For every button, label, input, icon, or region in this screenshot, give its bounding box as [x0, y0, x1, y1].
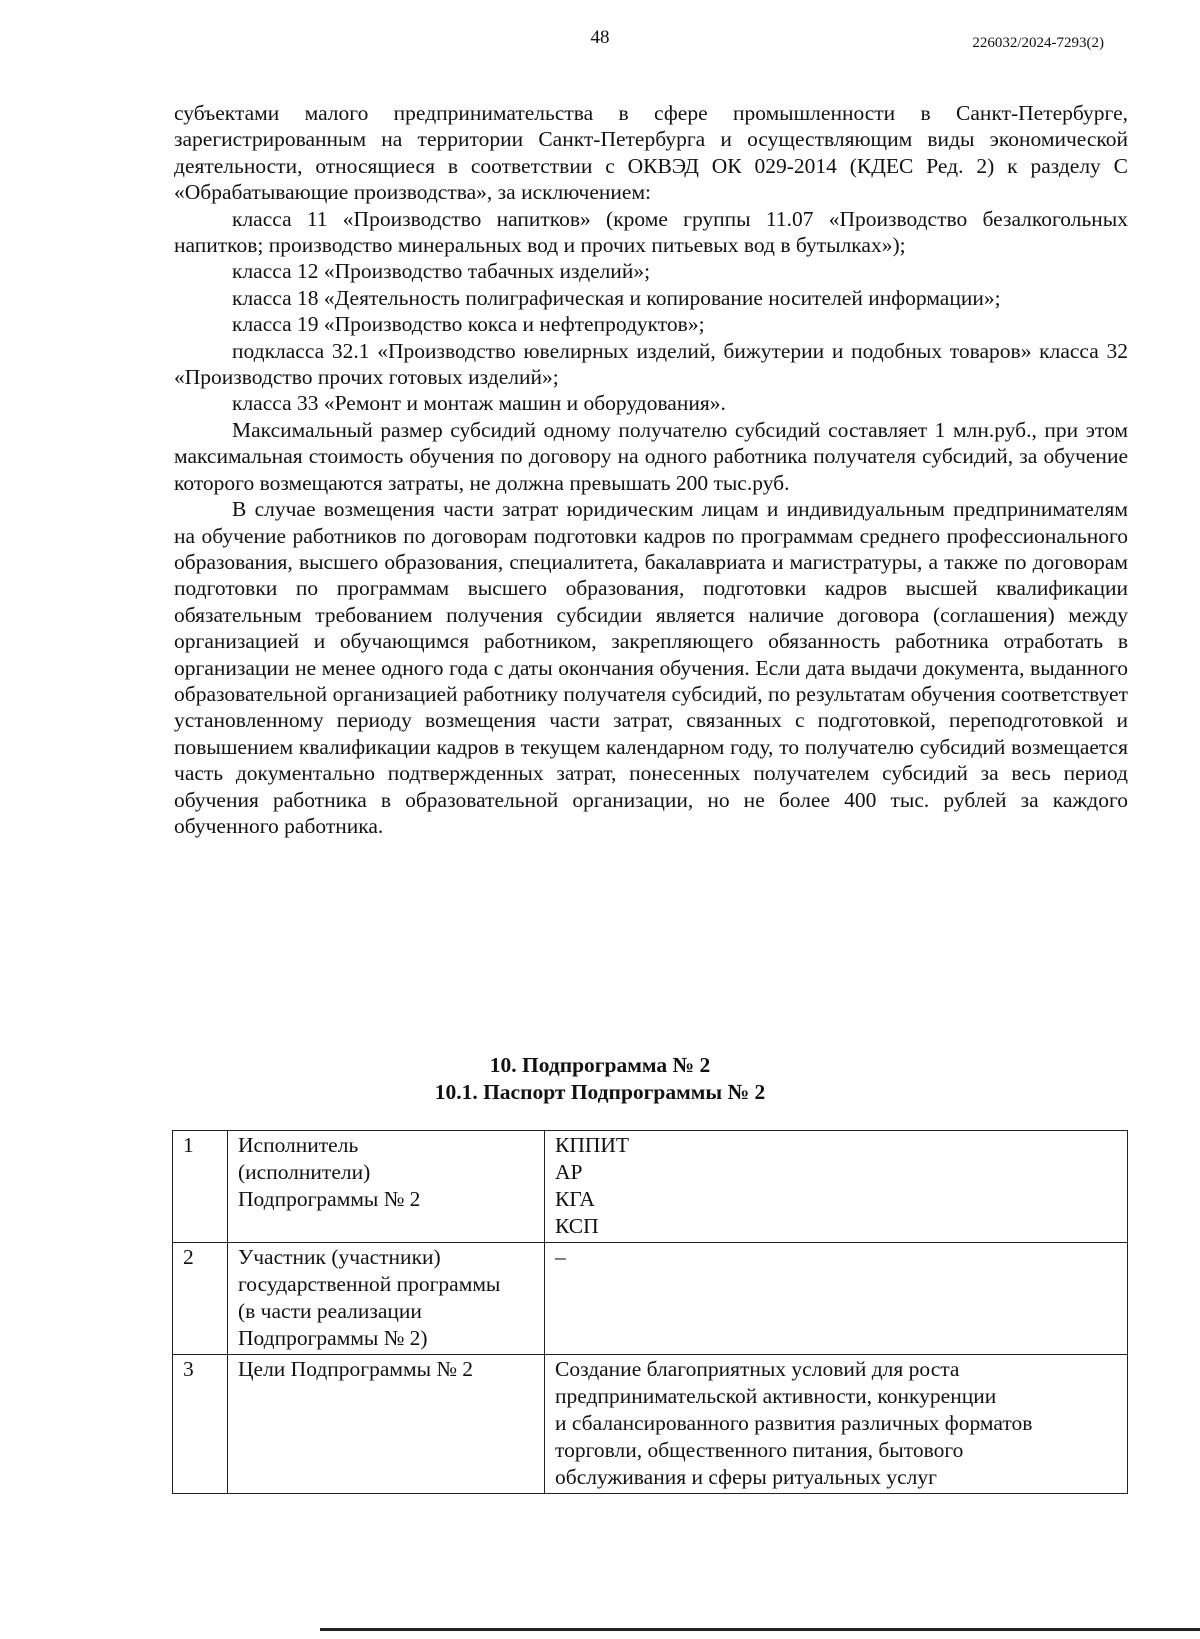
row-name-line: Подпрограммы № 2: [238, 1187, 421, 1211]
row-name: [228, 1243, 545, 1355]
row-value: [545, 1355, 1128, 1494]
row-value-line: Создание благоприятных условий для роста: [555, 1357, 960, 1381]
paragraph: класса 11 «Производство напитков» (кроме группы 11.07 «Производство безалкогольных напитков; производство минеральных вод и прочих питьевых вод в бутылках»);: [174, 206, 1128, 258]
row-name: [228, 1131, 545, 1243]
row-name-line: (в части реализации: [238, 1299, 422, 1323]
table-row: [173, 1131, 1128, 1243]
row-name-line: Подпрограммы № 2): [238, 1326, 428, 1350]
row-name-line: государственной программы: [238, 1272, 501, 1296]
row-name-line: Участник (участники): [238, 1245, 441, 1269]
row-value: [545, 1131, 1128, 1243]
row-value-line: торговли, общественного питания, бытового: [555, 1438, 964, 1462]
paragraph: подкласса 32.1 «Производство ювелирных изделий, бижутерии и подобных товаров» класса 32 «Производство прочих готовых изделий»;: [174, 338, 1128, 390]
section-subtitle: 10.1. Паспорт Подпрограммы № 2: [434, 1080, 766, 1104]
row-value-line: обслуживания и сферы ритуальных услуг: [555, 1465, 937, 1489]
table-row: [173, 1243, 1128, 1355]
document-id: 226032/2024-7293(2): [972, 35, 1104, 51]
row-value: [545, 1243, 1128, 1355]
paragraph: класса 12 «Производство табачных изделий»;: [232, 259, 651, 284]
section-heading: [0, 1052, 1200, 1106]
row-number: 1: [173, 1131, 228, 1243]
row-value-line: КСП: [555, 1214, 599, 1238]
row-value-line: и сбалансированного развития различных форматов: [555, 1411, 1033, 1435]
row-name-line: Исполнитель: [238, 1133, 359, 1157]
paragraph: класса 19 «Производство кокса и нефтепродуктов»;: [232, 312, 705, 337]
paragraph: субъектами малого предпринимательства в сфере промышленности в Санкт-Петербурге, зарегистрированным на территории Санкт-Петербурга и осуществляющим виды экономической деятельности, относящиеся в соответствии с ОКВЭД ОК 029-2014 (КДЕС Ред. 2) к разделу С «Обрабатывающие производства», за исключением:: [174, 101, 1128, 205]
row-name: [228, 1355, 545, 1494]
paragraph: В случае возмещения части затрат юридическим лицам и индивидуальным предпринимателям на обучение работников по договорам подготовки кадров по программам среднего профессионального образования, высшего образования, специалитета, бакалавриата и магистратуры, а также по договорам подготовки по программам высшего образования, подготовки кадров высшей квалификации обязательным требованием получения субсидии является наличие договора (соглашения) между организацией и обучающимся работником, закрепляющего обязанность работника отработать в организации не менее одного года с даты окончания обучения. Если дата выдачи документа, выданного образовательной организацией работнику получателя субсидий, по результатам обучения соответствует установленному периоду возмещения части затрат, связанных с подготовкой, переподготовкой и повышением квалификации кадров в текущем календарном году, то получателю субсидий возмещается часть документально подтвержденных затрат, понесенных получателем субсидий за весь период обучения работника в образовательной организации, но не более 400 тыс. рублей за каждого обученного работника.: [174, 497, 1128, 838]
paragraph: класса 33 «Ремонт и монтаж машин и оборудования».: [232, 391, 726, 416]
paragraph: Максимальный размер субсидий одному получателю субсидий составляет 1 млн.руб., при этом максимальная стоимость обучения по договору на одного работника получателя субсидий, за обучение которого возмещаются затраты, не должна превышать 200 тыс.руб.: [174, 417, 1128, 495]
bottom-scan-rule: [320, 1628, 1200, 1631]
page-number: 48: [590, 27, 610, 48]
row-value-line: АР: [555, 1160, 583, 1184]
row-value-line: предпринимательской активности, конкуренции: [555, 1384, 997, 1408]
row-number: 2: [173, 1243, 228, 1355]
row-value-line: –: [555, 1245, 566, 1269]
row-value-line: КГА: [555, 1187, 595, 1211]
section-title: 10. Подпрограмма № 2: [489, 1053, 711, 1077]
paragraph: класса 18 «Деятельность полиграфическая и копирование носителей информации»;: [232, 285, 1001, 310]
row-name-line: (исполнители): [238, 1160, 371, 1184]
table-row: [173, 1355, 1128, 1494]
body-text: [174, 100, 1128, 839]
row-value-line: КППИТ: [555, 1133, 630, 1157]
row-name-line: Цели Подпрограммы № 2: [238, 1357, 474, 1381]
row-number: 3: [173, 1355, 228, 1494]
passport-table: [172, 1130, 1128, 1494]
